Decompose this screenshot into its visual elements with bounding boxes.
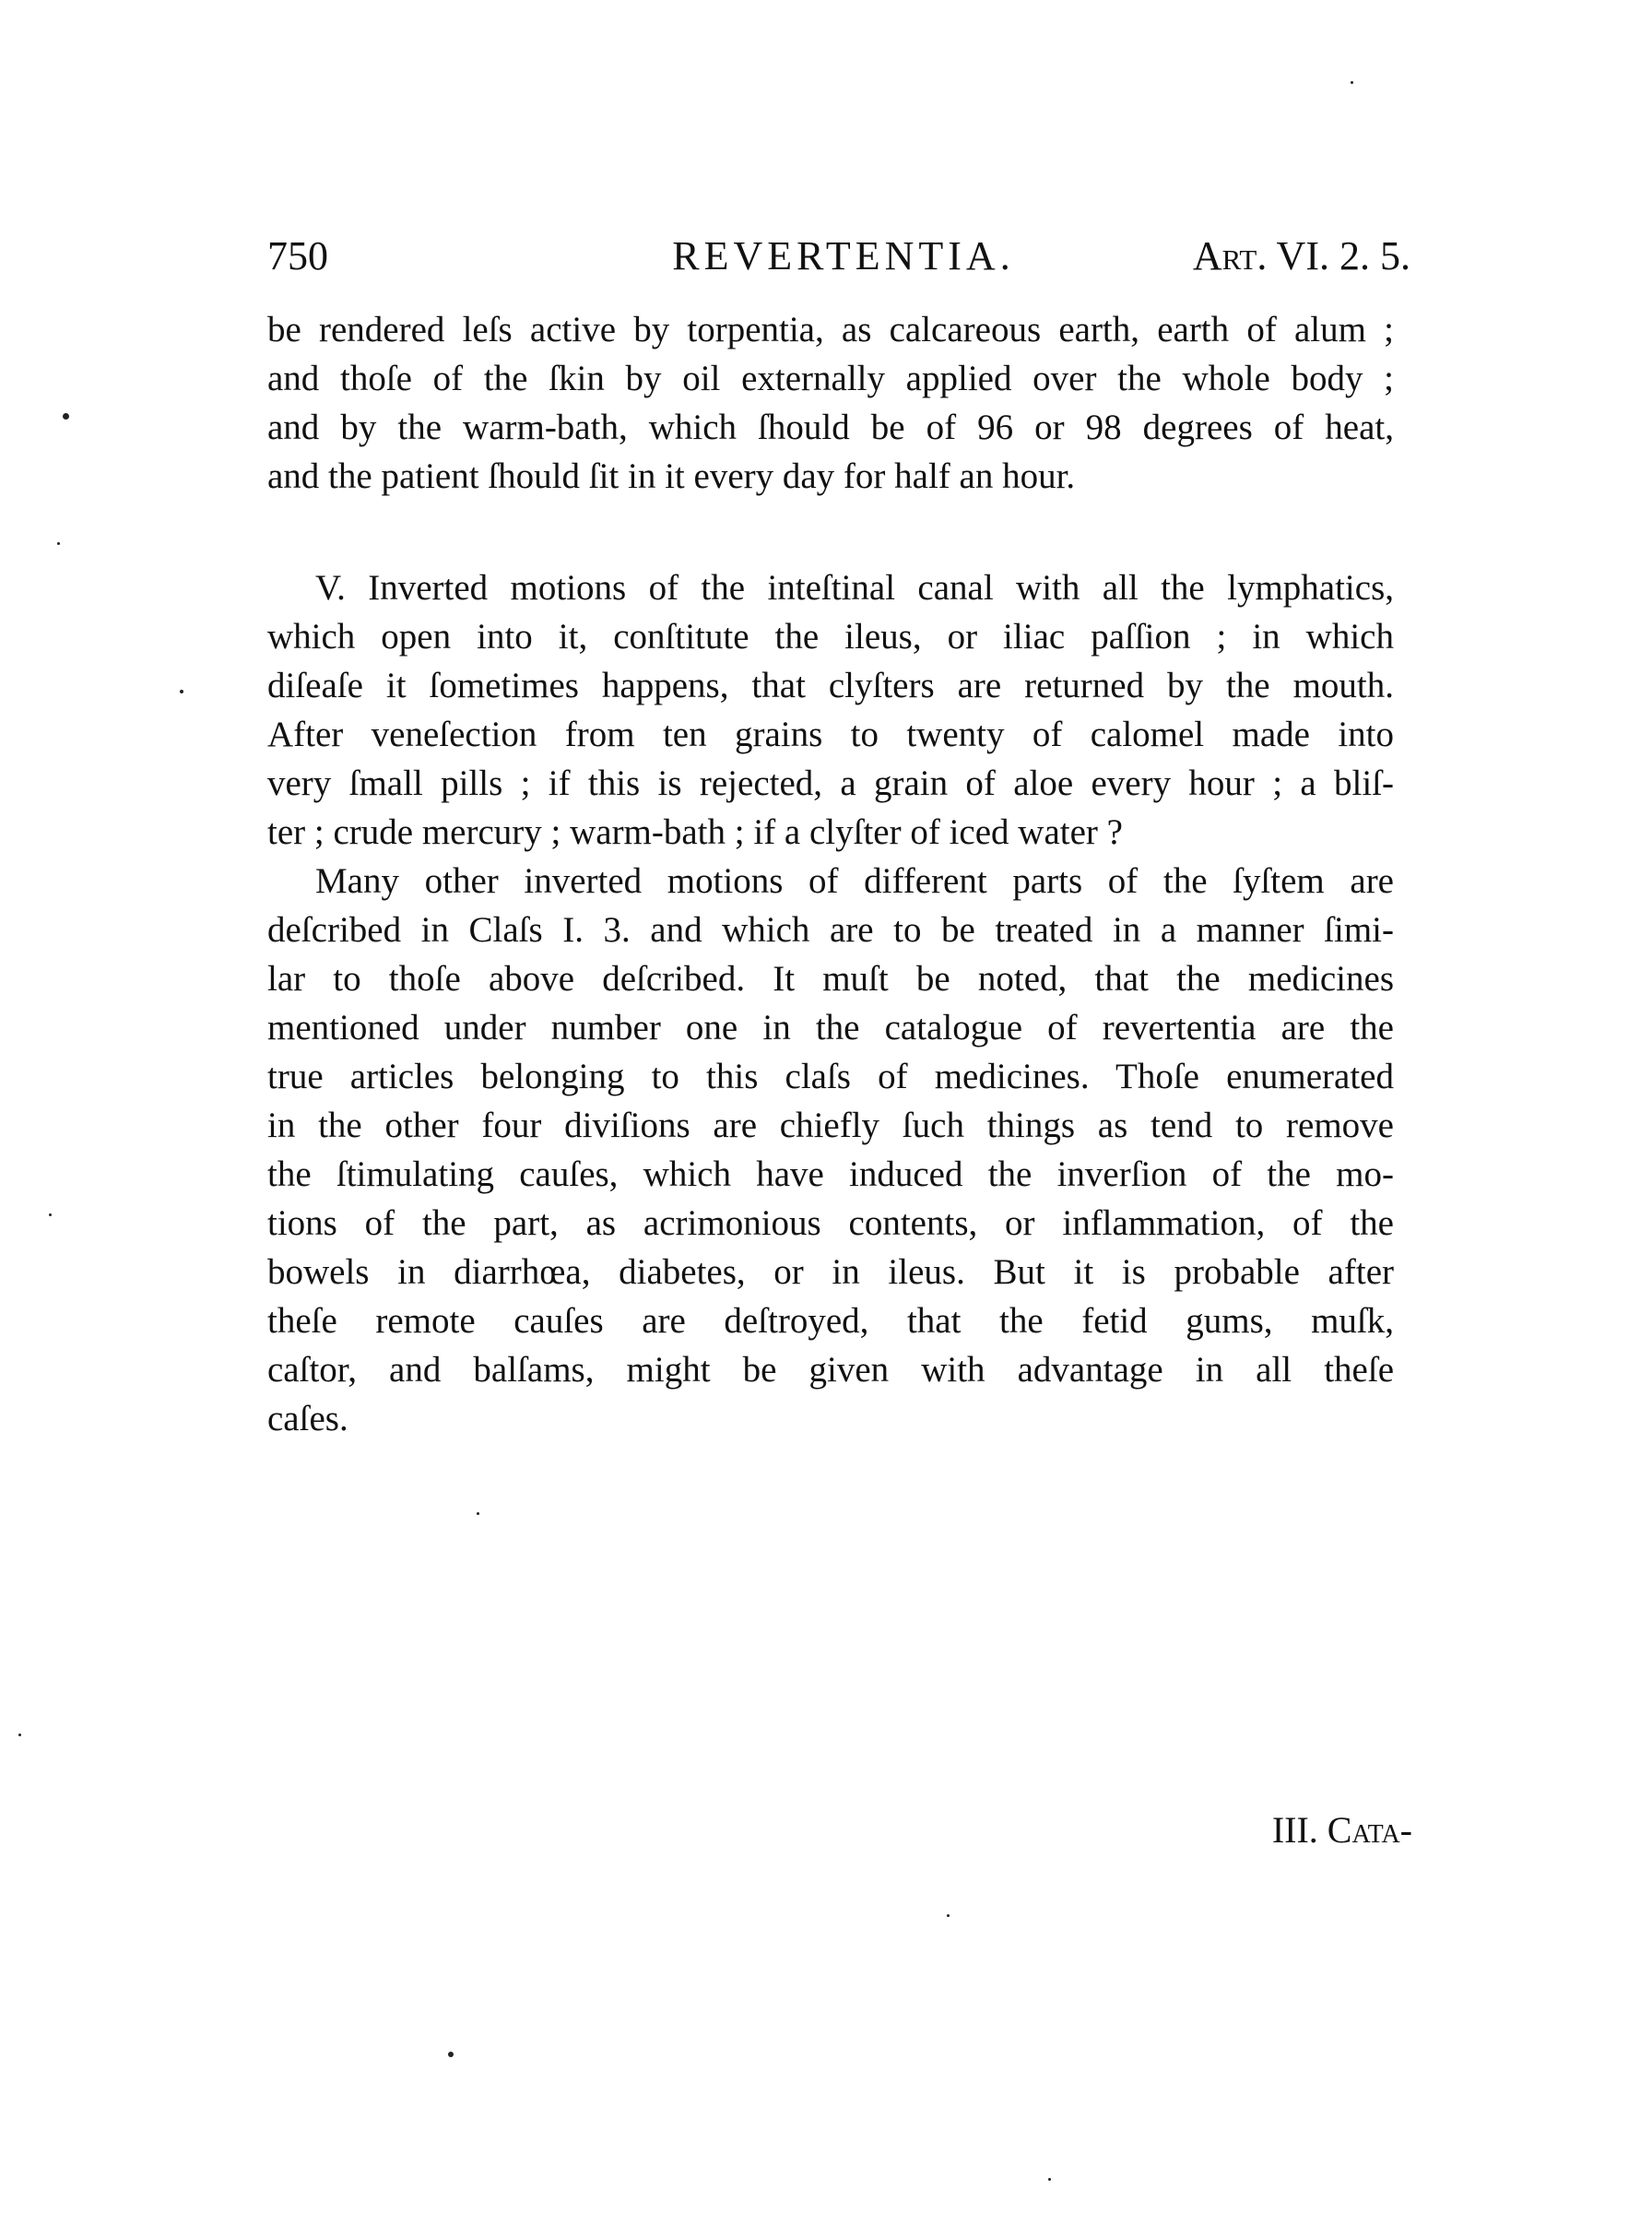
text-line: true articles belonging to this claſs of medicines. Thoſe enumerated <box>267 1057 1394 1096</box>
text-line: V. Inverted motions of the inteſtinal canal with all the lymphatics, <box>315 568 1394 608</box>
scan-speck <box>947 1914 950 1917</box>
text-line: ter ; crude mercury ; warm-bath ; if a clyſter of iced water ? <box>267 812 1123 852</box>
text-line: caſtor, and balſams, might be given with advantage in all theſe <box>267 1350 1394 1390</box>
text-line: which open into it, conſtitute the ileus, or iliac paſſion ; in which <box>267 617 1394 657</box>
scan-speck <box>180 690 183 693</box>
text-line: diſeaſe it ſometimes happens, that clyſters are returned by the mouth. <box>267 666 1394 705</box>
scan-speck <box>18 1734 21 1736</box>
page-number: 750 <box>267 233 328 278</box>
paragraph-continuation <box>267 305 1394 501</box>
text-line: deſcribed in Claſs I. 3. and which are to be treated in a manner ſimi- <box>267 910 1394 950</box>
running-head <box>267 224 1410 289</box>
text-line: theſe remote cauſes are deſtroyed, that the fetid gums, muſk, <box>267 1301 1394 1341</box>
text-line: be rendered leſs active by torpentia, as calcareous earth, earth of alum ; <box>267 310 1394 349</box>
text-line: and the patient ſhould ſit in it every day for half an hour. <box>267 456 1076 496</box>
text-line: in the other four diviſions are chiefly ſuch things as tend to remove <box>267 1106 1394 1145</box>
scan-speck <box>63 413 69 420</box>
paragraph-section-v <box>267 563 1394 857</box>
text-line: Many other inverted motions of different parts of the ſyſtem are <box>315 861 1394 901</box>
text-line: tions of the part, as acrimonious contents, or inflammation, of the <box>267 1203 1394 1243</box>
text-line: very ſmall pills ; if this is rejected, a grain of aloe every hour ; a bliſ- <box>267 763 1394 803</box>
text-line: the ſtimulating cauſes, which have induced the inverſion of the mo- <box>267 1154 1394 1194</box>
scan-speck <box>477 1512 479 1515</box>
text-line: lar to thoſe above deſcribed. It muſt be noted, that the medicines <box>267 959 1394 999</box>
text-line: mentioned under number one in the catalogue of revertentia are the <box>267 1008 1394 1047</box>
text-line: bowels in diarrhœa, diabetes, or in ileus. But it is probable after <box>267 1252 1394 1292</box>
text-line: After veneſection from ten grains to twenty of calomel made into <box>267 715 1394 754</box>
catchword: III. Cata- <box>1271 1809 1412 1851</box>
article-reference: Art. VI. 2. 5. <box>1192 233 1410 278</box>
scan-speck <box>448 2052 454 2057</box>
scan-speck <box>49 1213 52 1216</box>
text-line: caſes. <box>267 1399 348 1438</box>
scan-speck <box>57 542 60 545</box>
text-line: and by the warm-bath, which ſhould be of 96 or 98 degrees of heat, <box>267 408 1394 447</box>
scan-speck <box>1048 2178 1051 2181</box>
paragraph-other-motions <box>267 857 1394 1443</box>
scan-speck <box>1351 81 1353 84</box>
text-line: and thoſe of the ſkin by oil externally applied over the whole body ; <box>267 359 1394 398</box>
running-title: REVERTENTIA. <box>672 233 1015 278</box>
